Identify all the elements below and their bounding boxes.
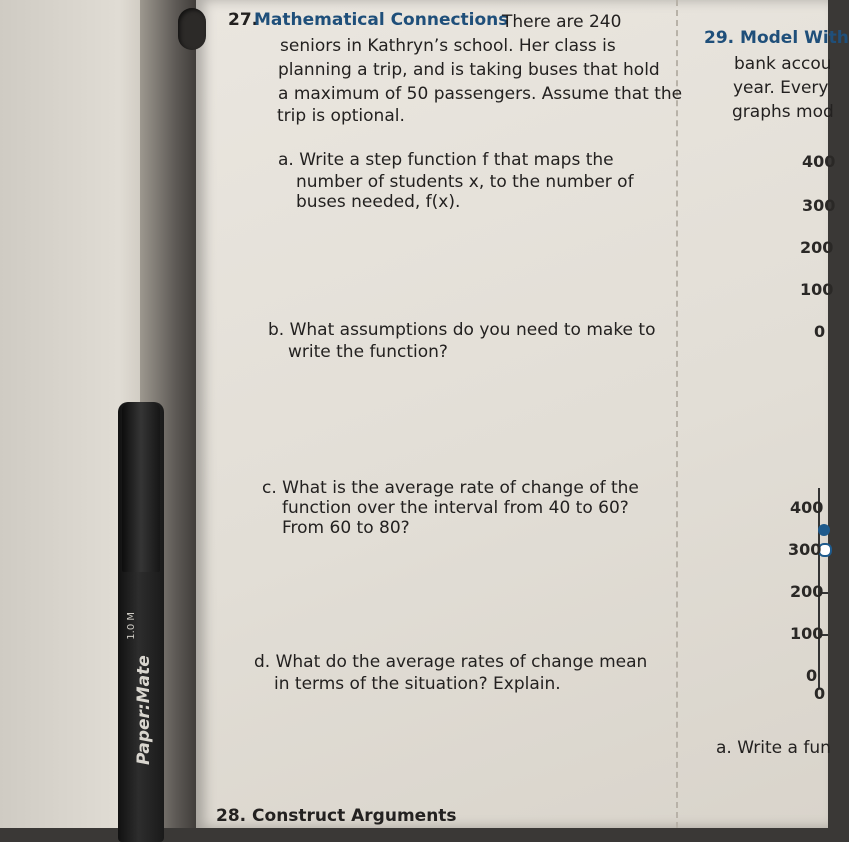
- graph2-data-point: [818, 524, 830, 536]
- graph2-tick-label: 300: [788, 540, 822, 559]
- part-c-line: From 60 to 80?: [282, 518, 410, 538]
- graph2-tick-label: 200: [790, 582, 824, 601]
- part-a-line: a. Write a step function f that maps the: [278, 150, 614, 170]
- problem-27-intro-line: trip is optional.: [277, 106, 405, 126]
- part-c-line: function over the interval from 40 to 60?: [282, 498, 629, 518]
- problem-27-number: 27.: [228, 10, 259, 30]
- problem-29-line: year. Every: [733, 78, 829, 98]
- problem-27-intro-line: a maximum of 50 passengers. Assume that the: [278, 84, 683, 104]
- column-divider: [676, 0, 678, 828]
- graph1-tick-label: 400: [802, 152, 836, 171]
- problem-27-title: Mathematical Connections: [254, 10, 509, 30]
- problem-29-title: 29. Model With: [704, 28, 849, 48]
- problem-29-line: graphs mod: [732, 102, 834, 122]
- pen-size-label: 1.0 M: [126, 612, 137, 640]
- part-d-line: d. What do the average rates of change mean: [254, 652, 648, 672]
- part-a-line: buses needed, f(x).: [296, 192, 461, 212]
- graph2-x-label: 0: [814, 684, 826, 703]
- graph1-tick-label: 100: [800, 280, 834, 299]
- binder-hole: [178, 8, 206, 50]
- problem-29-part-a: a. Write a fun: [716, 738, 831, 758]
- graph2-tick-label: 100: [790, 624, 824, 643]
- problem-28-title: 28. Construct Arguments: [216, 806, 457, 826]
- part-b-line: write the function?: [288, 342, 448, 362]
- pen-cap: [122, 402, 160, 572]
- graph2-tick-label: 400: [790, 498, 824, 517]
- part-b-line: b. What assumptions do you need to make to: [268, 320, 656, 340]
- pen-brand-logo: Paper:Mate: [134, 655, 154, 765]
- problem-27-intro-line: seniors in Kathryn’s school. Her class is: [280, 36, 616, 56]
- problem-29-line: bank accou: [734, 54, 832, 74]
- part-a-line: number of students x, to the number of: [296, 172, 634, 192]
- graph1-tick-label: 0: [814, 322, 826, 341]
- graph1-tick-label: 200: [800, 238, 834, 257]
- problem-27-intro-line: There are 240: [502, 12, 622, 32]
- problem-27-intro-line: planning a trip, and is taking buses that hold: [278, 60, 660, 80]
- graph2-tick-label: 0: [806, 666, 818, 685]
- part-d-line: in terms of the situation? Explain.: [274, 674, 561, 694]
- graph1-tick-label: 300: [802, 196, 836, 215]
- part-c-line: c. What is the average rate of change of the: [262, 478, 639, 498]
